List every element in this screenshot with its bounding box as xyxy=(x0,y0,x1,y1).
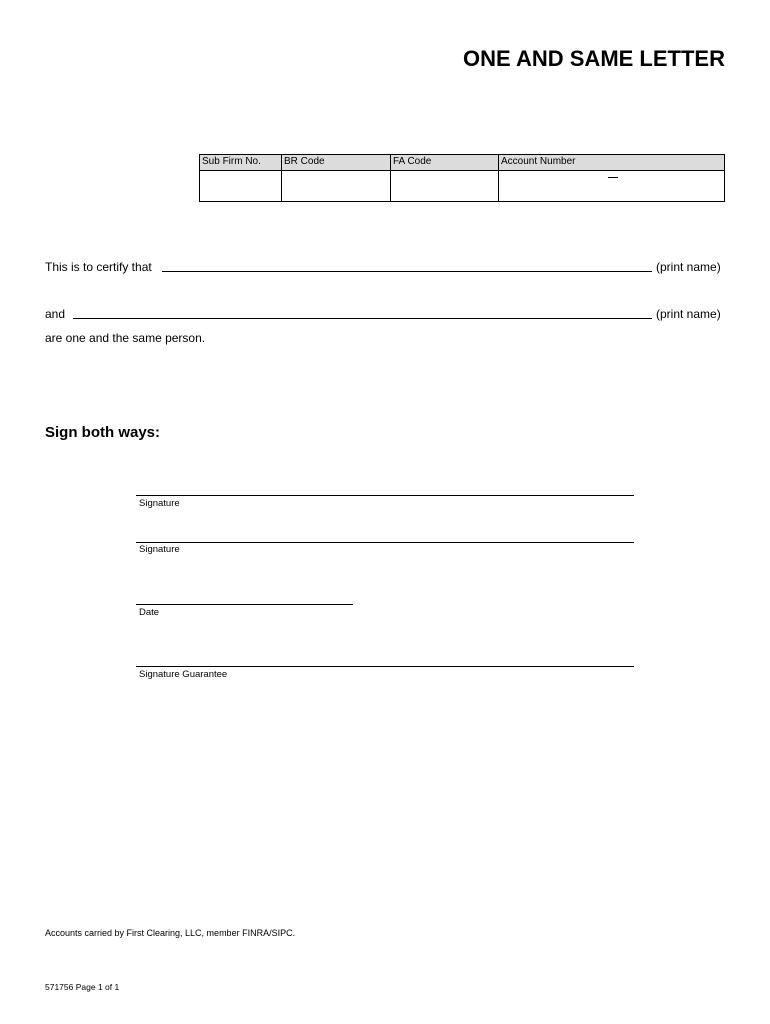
header-account-number: Account Number xyxy=(501,156,576,167)
header-br-code: BR Code xyxy=(284,156,325,167)
signature-guarantee-line[interactable] xyxy=(136,666,634,667)
header-sub-firm-no: Sub Firm No. xyxy=(202,156,261,167)
print-name-line-1[interactable] xyxy=(162,271,652,272)
certify-prefix: This is to certify that xyxy=(45,260,152,274)
print-name-label-2: (print name) xyxy=(656,307,721,321)
signature-label-2: Signature xyxy=(139,544,180,555)
date-line[interactable] xyxy=(136,604,353,605)
sign-heading: Sign both ways: xyxy=(45,424,161,441)
and-label: and xyxy=(45,307,66,321)
account-number-dash xyxy=(608,177,618,178)
header-fa-code: FA Code xyxy=(393,156,432,167)
sub-firm-no-field[interactable] xyxy=(201,171,280,201)
footer-disclosure: Accounts carried by First Clearing, LLC, member FINRA/SIPC. xyxy=(45,928,296,938)
account-table-header xyxy=(200,155,724,171)
signature-label-1: Signature xyxy=(139,498,180,509)
account-number-field[interactable] xyxy=(499,171,724,201)
account-info-table xyxy=(199,154,725,202)
signature-guarantee-label: Signature Guarantee xyxy=(139,669,228,680)
footer-page-info: 571756 Page 1 of 1 xyxy=(45,982,120,992)
signature-line-2[interactable] xyxy=(136,542,634,543)
same-person-text: are one and the same person. xyxy=(45,331,206,345)
fa-code-field[interactable] xyxy=(391,171,497,201)
print-name-label-1: (print name) xyxy=(656,260,721,274)
print-name-line-2[interactable] xyxy=(73,318,652,319)
document-title: ONE AND SAME LETTER xyxy=(463,46,725,71)
br-code-field[interactable] xyxy=(282,171,389,201)
date-label: Date xyxy=(139,607,160,618)
signature-line-1[interactable] xyxy=(136,495,634,496)
